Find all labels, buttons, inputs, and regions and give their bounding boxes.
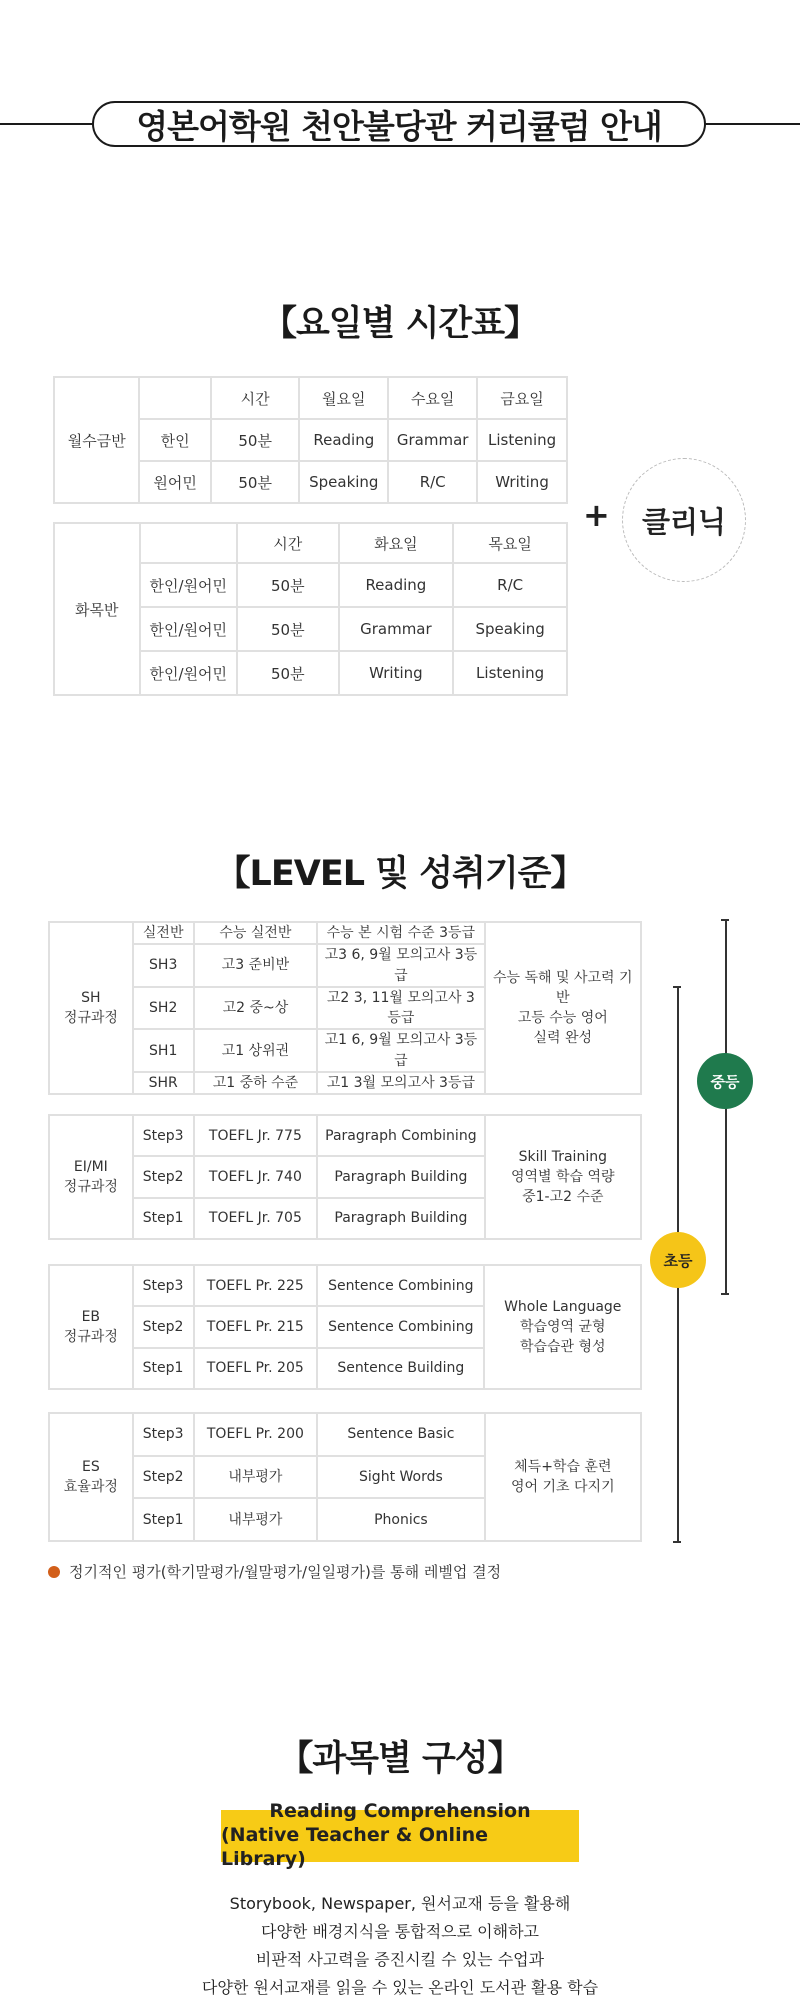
table-cell: 원어민: [139, 461, 211, 503]
middle-range-bottom-tick: [721, 1293, 729, 1295]
desc-line: 다양한 원서교재를 읽을 수 있는 온라인 도서관 활용 학습: [201, 1978, 599, 1997]
middle-school-badge: 중등: [697, 1053, 753, 1109]
level-description: [484, 1265, 641, 1389]
level-description: [485, 1413, 641, 1541]
table-cell: Step1: [133, 1348, 194, 1389]
header-cell: 목요일: [453, 523, 567, 563]
desc-line: Storybook, Newspaper, 원서교재 등을 활용해: [229, 1894, 571, 1913]
table-cell: 고1 6, 9월 모의고사 3등급: [317, 1029, 484, 1072]
table-cell: 고1 3월 모의고사 3등급: [317, 1072, 484, 1094]
level-name-line: SH: [81, 989, 101, 1006]
table-cell: TOEFL Jr. 740: [194, 1156, 318, 1197]
table-cell: 고1 중하 수준: [194, 1072, 318, 1094]
table-cell: TOEFL Pr. 225: [194, 1265, 318, 1306]
table-cell: 고3 준비반: [194, 944, 318, 987]
desc-line: 고등 수능 영어: [517, 1010, 608, 1027]
table-cell: 실전반: [133, 922, 194, 944]
table-cell: Reading: [339, 563, 454, 607]
level-table-eb: [48, 1264, 642, 1390]
table-cell: Sentence Combining: [317, 1265, 484, 1306]
middle-range-top-tick: [721, 919, 729, 921]
table-cell: 수능 실전반: [194, 922, 318, 944]
header-cell: 화요일: [339, 523, 454, 563]
plus-icon: +: [583, 496, 610, 534]
table-cell: Step1: [133, 1498, 194, 1541]
table-cell: 한인/원어민: [140, 607, 238, 651]
table-cell: TOEFL Jr. 775: [194, 1115, 318, 1156]
table-cell: 50분: [237, 651, 338, 695]
table-cell: 50분: [237, 607, 338, 651]
table-cell: TOEFL Jr. 705: [194, 1198, 318, 1239]
level-name-line: 정규과정: [63, 1329, 118, 1345]
table-cell: Step2: [133, 1306, 194, 1347]
table-cell: Listening: [453, 651, 567, 695]
header-cell: 시간: [211, 377, 299, 419]
table-cell: SH1: [133, 1029, 194, 1072]
elementary-range-top-tick: [673, 986, 681, 988]
table-cell: Step1: [133, 1198, 194, 1239]
desc-line: 체득+학습 훈련: [514, 1458, 612, 1475]
table-cell: Sentence Combining: [317, 1306, 484, 1347]
elementary-range-bottom-tick: [673, 1541, 681, 1543]
level-name-line: 정규과정: [63, 1179, 118, 1195]
table-cell: Listening: [477, 419, 567, 461]
table-cell: Sentence Basic: [317, 1413, 484, 1456]
table-cell: 고1 상위권: [194, 1029, 318, 1072]
level-name-line: EB: [81, 1308, 101, 1325]
header-cell: 시간: [237, 523, 338, 563]
desc-line: 비판적 사고력을 증진시킬 수 있는 수업과: [255, 1950, 545, 1969]
level-table-es: [48, 1412, 642, 1542]
table-cell: Paragraph Combining: [317, 1115, 484, 1156]
table-cell: 내부평가: [194, 1498, 318, 1541]
desc-line: 중1-고2 수준: [522, 1189, 604, 1206]
level-table-eimi: [48, 1114, 642, 1240]
table-cell: Speaking: [453, 607, 567, 651]
table-cell: TOEFL Pr. 215: [194, 1306, 318, 1347]
table-cell: Sight Words: [317, 1456, 484, 1499]
level-name: [49, 922, 133, 1094]
mwf-schedule-table: [53, 376, 568, 504]
header-cell: 월요일: [299, 377, 388, 419]
table-cell: 50분: [211, 461, 299, 503]
table-cell: Sentence Building: [317, 1348, 484, 1389]
level-name: [49, 1265, 133, 1389]
table-cell: Step3: [133, 1115, 194, 1156]
clinic-circle: 클리닉: [622, 458, 746, 582]
table-cell: 50분: [211, 419, 299, 461]
bullet-dot-icon: [48, 1566, 60, 1578]
table-cell: 50분: [237, 563, 338, 607]
header-cell: 금요일: [477, 377, 567, 419]
desc-line: 영어 기초 다지기: [511, 1479, 615, 1495]
table-cell: Step3: [133, 1413, 194, 1456]
desc-line: 학습영역 균형: [519, 1318, 606, 1335]
tt-schedule-table: [53, 522, 568, 696]
desc-line: 영역별 학습 역량: [511, 1168, 615, 1185]
level-table-sh: [48, 921, 642, 1095]
desc-line: 학습습관 형성: [519, 1339, 606, 1356]
desc-line: 실력 완성: [533, 1030, 593, 1047]
table-cell: Phonics: [317, 1498, 484, 1541]
elementary-school-badge: 초등: [650, 1232, 706, 1288]
subjects-title: 【과목별 구성】: [278, 1739, 522, 1779]
group-label: 화목반: [54, 523, 140, 695]
table-cell: SHR: [133, 1072, 194, 1094]
level-name-line: ES: [81, 1458, 100, 1475]
table-cell: Writing: [477, 461, 567, 503]
table-cell: TOEFL Pr. 205: [194, 1348, 318, 1389]
table-cell: R/C: [388, 461, 477, 503]
table-cell: 고3 6, 9월 모의고사 3등급: [317, 944, 484, 987]
table-cell: 고2 3, 11월 모의고사 3등급: [317, 987, 484, 1030]
level-description: [485, 922, 641, 1094]
header-cell: [139, 377, 211, 419]
level-name: [49, 1115, 133, 1239]
header-cell: 수요일: [388, 377, 477, 419]
level-description: [485, 1115, 641, 1239]
level-name-line: 효율과정: [63, 1479, 118, 1495]
rc-title-line: (Native Teacher & Online Library): [221, 1824, 488, 1870]
table-cell: Paragraph Building: [317, 1156, 484, 1197]
table-cell: Step2: [133, 1156, 194, 1197]
level-name-line: EI/MI: [73, 1158, 108, 1175]
desc-line: Skill Training: [518, 1148, 607, 1165]
desc-line: 다양한 배경지식을 통합적으로 이해하고: [260, 1922, 539, 1941]
table-cell: 한인/원어민: [140, 651, 238, 695]
table-cell: Grammar: [339, 607, 454, 651]
table-cell: Paragraph Building: [317, 1198, 484, 1239]
rc-title-line: Reading Comprehension: [269, 1800, 531, 1823]
table-cell: SH3: [133, 944, 194, 987]
reading-comprehension-description: [0, 1890, 800, 2000]
reading-comprehension-box: [221, 1800, 579, 1870]
table-cell: Speaking: [299, 461, 388, 503]
table-cell: 수능 본 시험 수준 3등급: [317, 922, 484, 944]
group-label: 월수금반: [54, 377, 139, 503]
table-cell: Grammar: [388, 419, 477, 461]
desc-line: Whole Language: [504, 1298, 622, 1315]
table-cell: R/C: [453, 563, 567, 607]
table-cell: Writing: [339, 651, 454, 695]
page-title: 영본어학원 천안불당관 커리큘럼 안내: [92, 101, 706, 147]
table-cell: 고2 중~상: [194, 987, 318, 1030]
levelup-note: [48, 1561, 501, 1582]
table-cell: 한인: [139, 419, 211, 461]
header-cell: [140, 523, 238, 563]
schedule-title: 【요일별 시간표】: [261, 304, 539, 344]
level-name-line: 정규과정: [63, 1010, 118, 1027]
table-cell: Step3: [133, 1265, 194, 1306]
table-cell: 내부평가: [194, 1456, 318, 1499]
note-text: 정기적인 평가(학기말평가/월말평가/일일평가)를 통해 레벨업 결정: [69, 1563, 502, 1581]
level-name: [49, 1413, 133, 1541]
table-cell: Step2: [133, 1456, 194, 1499]
table-cell: SH2: [133, 987, 194, 1030]
desc-line: 수능 독해 및 사고력 기반: [493, 969, 633, 1006]
levels-title: 【LEVEL 및 성취기준】: [215, 854, 585, 894]
table-cell: 한인/원어민: [140, 563, 238, 607]
table-cell: TOEFL Pr. 200: [194, 1413, 318, 1456]
table-cell: Reading: [299, 419, 388, 461]
